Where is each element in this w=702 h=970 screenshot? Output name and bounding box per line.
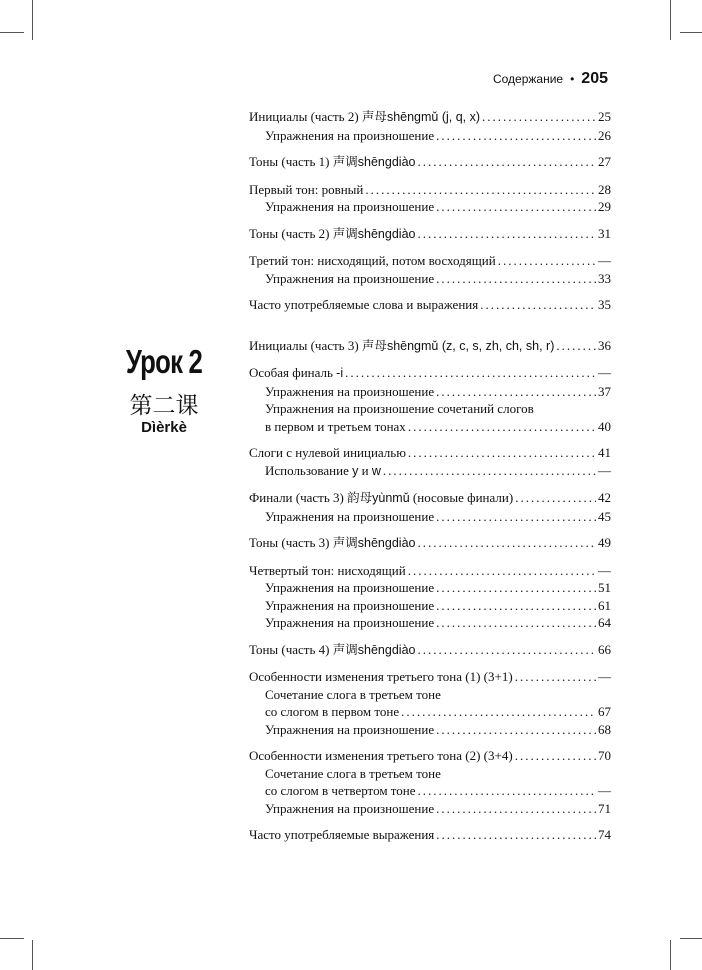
toc-entry (249, 668, 611, 686)
leader-dots (436, 579, 596, 597)
header-bullet: • (570, 72, 575, 86)
leader-dots (436, 826, 596, 844)
toc-entry-text: Часто употребляемые слова и выражения (249, 297, 479, 312)
leader-dots (418, 782, 596, 800)
leader-dots (345, 364, 596, 382)
toc-page: 37 (598, 383, 611, 399)
leader-dots (401, 703, 596, 721)
toc-entry-text: со слогом в четвертом тоне (265, 783, 416, 798)
toc-subentry (249, 800, 611, 818)
leader-dots (480, 296, 596, 314)
toc-page: — (598, 562, 611, 578)
leader-dots (515, 489, 596, 507)
crop-mark (680, 938, 702, 939)
toc-subentry (249, 270, 611, 288)
toc-entry-hanzi: 声母 (361, 337, 387, 353)
toc-page: 26 (598, 127, 611, 143)
toc-entry-text: Упражнения на произношение (265, 270, 435, 286)
lesson-title: Урок 2 (125, 343, 203, 380)
leader-dots (556, 337, 596, 355)
toc-entry-hanzi: 声调 (332, 641, 358, 657)
leader-dots (417, 641, 596, 659)
crop-mark (32, 940, 33, 970)
toc-page: 42 (598, 490, 611, 505)
toc-entry-text: Особая финаль (249, 365, 337, 380)
toc-entry-text: Слоги с нулевой инициалью (249, 445, 406, 460)
leader-dots (436, 614, 596, 632)
toc-page: 28 (598, 181, 611, 197)
toc-entry-pinyin: yùnmǔ (372, 491, 410, 505)
leader-dots (383, 462, 596, 480)
toc-page: 33 (598, 270, 611, 286)
toc-page: 31 (598, 225, 611, 241)
toc-subentry (249, 508, 611, 526)
leader-dots (515, 668, 596, 686)
toc-entry-text: в первом и третьем тонах (265, 418, 406, 434)
lesson-pinyin: Dìèrkè (141, 419, 187, 436)
toc-page: 29 (598, 199, 611, 214)
toc-entry-text: Особенности изменения третьего тона (2) (3+4) (249, 748, 513, 763)
toc-page: — (598, 365, 611, 380)
toc-entry-text: Часто употребляемые выражения (249, 827, 435, 842)
toc-page: 35 (598, 297, 611, 312)
toc-entry (249, 181, 611, 199)
toc-entry (249, 225, 611, 244)
toc-entry (249, 747, 611, 765)
header-section: Содержание (492, 72, 564, 86)
toc-entry-text: Упражнения на произношение (265, 721, 435, 737)
leader-dots (408, 418, 596, 436)
toc-entry-text: Сочетание слога в третьем тоне (265, 765, 441, 781)
toc-entry-pinyin: shēngdiào (357, 226, 416, 241)
toc-entry-hanzi: 声母 (361, 109, 387, 124)
crop-mark (680, 32, 702, 33)
toc-page: 49 (598, 535, 611, 550)
toc-page: 45 (598, 508, 611, 524)
toc-subentry (249, 579, 611, 597)
toc-page: 74 (598, 827, 611, 842)
leader-dots (417, 534, 596, 552)
toc-page: 25 (598, 109, 611, 124)
toc-page: — (598, 783, 611, 798)
crop-mark (32, 0, 33, 40)
toc-entry-text: Финали (часть 3) (249, 490, 348, 505)
toc-entry-text: Сочетание слога в третьем тоне (265, 686, 441, 702)
toc-entry-pinyin: shēngdiào (357, 155, 416, 169)
toc-subentry (249, 418, 611, 436)
toc-entry (249, 826, 611, 844)
toc-entry (249, 153, 611, 172)
toc-entry-text: (носовые финали) (409, 490, 514, 505)
leader-dots (436, 800, 596, 818)
toc-entry-text: Упражнения на произношение (265, 580, 435, 595)
toc-entry-text: Тоны (часть 4) (249, 641, 333, 657)
leader-dots (417, 225, 596, 243)
toc-page: 41 (598, 445, 611, 460)
toc-entry-hanzi: 声调 (332, 154, 358, 169)
toc-subentry (249, 614, 611, 632)
toc-entry-text: и (358, 462, 372, 478)
toc-entry (249, 489, 611, 508)
toc-entry-pinyin: shēngdiào (357, 642, 416, 657)
toc-subentry (249, 462, 611, 481)
leader-dots (436, 721, 596, 739)
crop-mark (670, 940, 671, 970)
lesson-heading (112, 343, 216, 437)
leader-dots (436, 383, 596, 401)
leader-dots (436, 127, 596, 145)
toc-entry-text: Третий тон: нисходящий, потом восходящий (249, 253, 496, 268)
toc-page: — (598, 253, 611, 268)
toc-entry (249, 641, 611, 660)
running-header (493, 70, 608, 88)
toc-page: 64 (598, 615, 611, 630)
toc-entry-pinyin: y (352, 463, 359, 478)
toc-entry-text: Упражнения на произношение (265, 199, 435, 214)
leader-dots (498, 252, 596, 270)
toc-entry (249, 108, 611, 127)
toc-page: 51 (598, 580, 611, 595)
toc-entry-text: Тоны (часть 3) (249, 535, 333, 550)
toc-entry-hanzi: 韵母 (347, 490, 373, 505)
toc-entry-text: Упражнения на произношение (265, 383, 435, 399)
toc-entry-text: Инициалы (часть 3) (249, 337, 362, 353)
toc-subentry (249, 597, 611, 615)
toc-entry-text: Инициалы (часть 2) (249, 109, 362, 124)
header-page-number: 205 (581, 70, 608, 87)
toc-entry-pinyin: -i (336, 366, 344, 380)
leader-dots (417, 153, 596, 171)
toc-page: 66 (598, 641, 611, 657)
leader-dots (436, 270, 596, 288)
toc-entry-text: Первый тон: ровный (249, 181, 364, 197)
toc-entry (249, 562, 611, 580)
toc-page: — (598, 462, 611, 478)
crop-mark (670, 0, 671, 40)
leader-dots (515, 747, 596, 765)
toc-entry-text: Упражнения на произношение (265, 508, 435, 524)
toc-page: 67 (598, 704, 611, 719)
toc-entry-text: Упражнения на произношение (265, 800, 435, 816)
leader-dots (482, 108, 596, 126)
toc-entry (249, 296, 611, 314)
leader-dots (408, 444, 596, 462)
toc-page: 70 (598, 748, 611, 763)
toc-entry (249, 534, 611, 553)
leader-dots (365, 181, 596, 199)
toc-entry-text: Упражнения на произношение (265, 597, 435, 613)
toc-entry-text: Упражнения на произношение (265, 127, 435, 143)
toc-entry-pinyin: w (371, 463, 381, 478)
toc-entry (249, 444, 611, 462)
toc-entry-hanzi: 声调 (332, 225, 358, 241)
toc-subentry (249, 383, 611, 401)
toc-page: — (598, 669, 611, 684)
toc-subentry (249, 703, 611, 721)
toc-entry-text: Четвертый тон: нисходящий (249, 562, 406, 578)
toc-entry-text: Особенности изменения третьего тона (1) (3+1) (249, 669, 513, 684)
toc-subentry (249, 721, 611, 739)
toc-page: 40 (598, 418, 611, 434)
leader-dots (436, 198, 596, 216)
toc-entry (249, 252, 611, 270)
toc-subentry (249, 127, 611, 145)
toc-entry-pinyin: shēngmǔ (z, c, s, zh, ch, sh, r) (386, 338, 555, 353)
toc-entry-pinyin: shēngmǔ (j, q, x) (386, 110, 481, 124)
toc-subentry (249, 198, 611, 216)
toc-entry-text: со слогом в первом тоне (265, 704, 400, 719)
toc-entry (249, 337, 611, 356)
toc-entry-pinyin: shēngdiào (357, 536, 416, 550)
leader-dots (408, 562, 596, 580)
crop-mark (0, 32, 24, 33)
toc-entry-hanzi: 声调 (332, 535, 358, 550)
crop-mark (0, 938, 24, 939)
toc-page: 61 (598, 597, 611, 613)
toc-entry-text: Использование (265, 462, 353, 478)
toc-page: 27 (598, 154, 611, 169)
lesson-hanzi: 第二课 (129, 393, 199, 419)
toc-page: 68 (598, 721, 611, 737)
toc-page: 36 (598, 337, 611, 353)
toc-page: 71 (598, 800, 611, 816)
toc-entry (249, 364, 611, 383)
toc-entry-text: Упражнения на произношение сочетаний слогов (265, 401, 534, 416)
table-of-contents (249, 108, 611, 844)
toc-entry-text: Тоны (часть 1) (249, 154, 333, 169)
toc-subentry (249, 782, 611, 800)
toc-entry-text: Тоны (часть 2) (249, 225, 333, 241)
toc-entry-text: Упражнения на произношение (265, 615, 435, 630)
leader-dots (436, 597, 596, 615)
leader-dots (436, 508, 596, 526)
